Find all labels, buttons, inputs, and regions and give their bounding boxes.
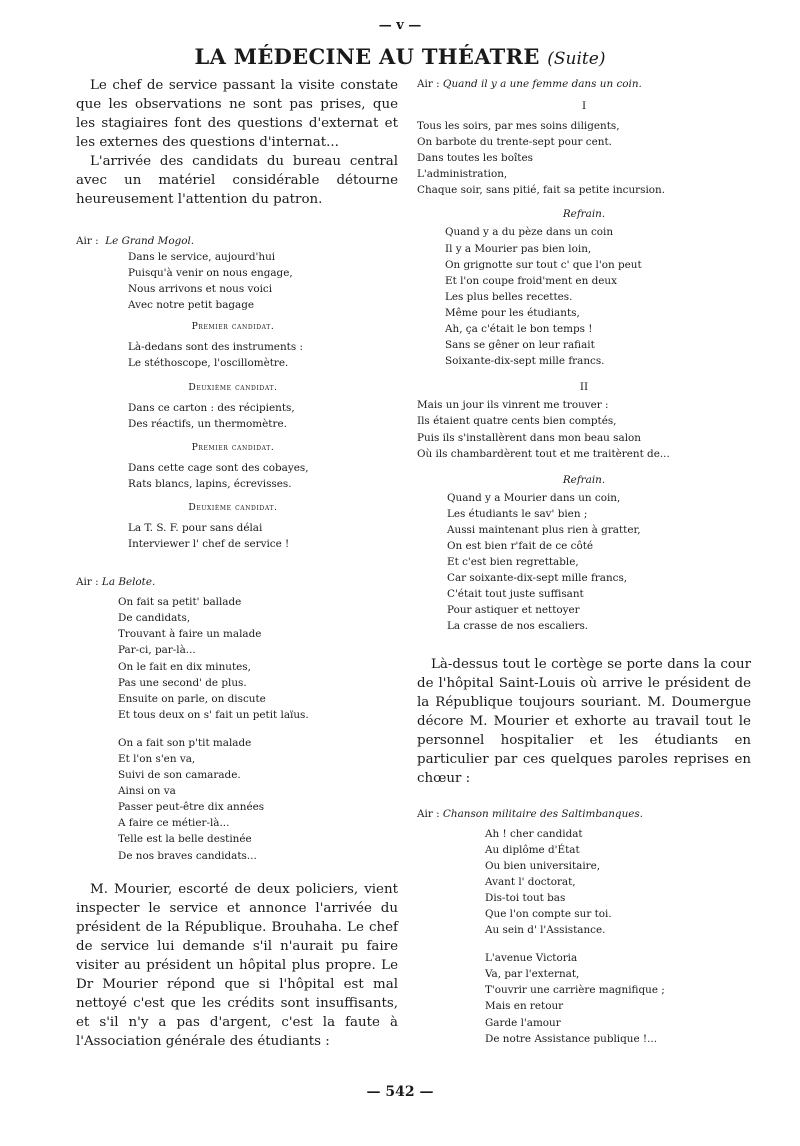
verse-line: Des réactifs, un thermomètre. [128, 417, 287, 430]
verse-line: Telle est la belle destinée [118, 833, 252, 846]
verse-line: Mais un jour ils vinrent me trouver : [417, 399, 609, 412]
song-la-belote [76, 594, 398, 864]
paragraph: M. Mourier, escorté de deux policiers, vient inspecter le service et annonce l'arrivée du président de la République. Brouhaha. Le chef de service lui demande s'il n'aurait pu faire visiter au président un hôpital plus propre. Le Dr Mourier répond que si l'hôpital est mal nettoyé c'est que les crédits sont insuffisants, et s'il n'y a pas d'argent, c'est la faute à l'Association générale des étudiants : [76, 881, 398, 1049]
verse-line: Tous les soirs, par mes soins diligents, [417, 120, 620, 132]
verse-number: I [581, 100, 587, 112]
verse-line: Il y a Mourier pas bien loin, [445, 242, 592, 255]
verse-line: Chaque soir, sans pitié, fait sa petite incursion. [417, 184, 666, 197]
verse-line: T'ouvrir une carrière magnifique ; [485, 984, 665, 997]
verse-line: Avec notre petit bagage [128, 299, 255, 312]
verse-line: Trouvant à faire un malade [118, 628, 262, 641]
title-main: LA MÉDECINE AU THÉATRE [194, 44, 540, 69]
verse-line: Car soixante-dix-sept mille francs, [447, 572, 628, 585]
refrain-label: Refrain. [562, 473, 606, 486]
verse-line: Là-dedans sont des instruments : [128, 341, 303, 354]
refrain-1 [417, 224, 751, 369]
verse-line: De nos braves candidats... [118, 849, 257, 862]
verse-line: Les plus belles recettes. [445, 290, 573, 303]
verse-line: On fait sa petit' ballade [118, 596, 242, 609]
paragraph: Le chef de service passant la visite constate que les observations ne sont pas prises, que les stagiaires font des questions d'externat et les externes des questions d'internat... [76, 78, 398, 150]
verse-line: L'administration, [417, 168, 508, 181]
verse-line: A faire ce métier-là... [118, 817, 230, 830]
verse-line: On barbote du trente-sept pour cent. [417, 136, 612, 149]
verse-line: Au diplôme d'État [485, 843, 580, 856]
page-number: — 542 — [366, 1084, 434, 1100]
paragraph: L'arrivée des candidats du bureau central avec un matériel considérable détourne heureusement l'attention du patron. [76, 154, 398, 207]
verse-line: De notre Assistance publique !... [485, 1032, 658, 1045]
verse-line: Avant l' doctorat, [485, 875, 576, 888]
verse-line: Ensuite on parle, on discute [118, 692, 266, 705]
air-label: Air : [76, 576, 99, 589]
speaker-heading: Premier candidat. [191, 321, 275, 333]
verse-line: Rats blancs, lapins, écrevisses. [128, 477, 292, 490]
song-verse-1 [417, 118, 751, 198]
verse-line: Dans le service, aujourd'hui [128, 251, 276, 263]
air-line [76, 233, 398, 249]
verse-line: On a fait son p'tit malade [118, 736, 252, 749]
title-suite: (Suite) [547, 49, 606, 69]
verse-line: Quand y a du pèze dans un coin [445, 226, 614, 239]
verse-line: Ils étaient quatre cents bien comptés, [417, 415, 617, 428]
verse-line: Et c'est bien regrettable, [447, 556, 579, 569]
air-tune: Quand il y a une femme dans un coin. [442, 78, 642, 90]
song-grand-mogol [76, 249, 398, 313]
verse-line: Passer peut-être dix années [118, 801, 265, 814]
verse-line: C'était tout juste suffisant [447, 588, 584, 601]
verse-line: La T. S. F. pour sans délai [128, 521, 263, 534]
verse-line: Par-ci, par-là... [118, 644, 196, 657]
verse-line: L'avenue Victoria [485, 952, 578, 965]
verse-line: Et tous deux on s' fait un petit laïus. [118, 708, 309, 721]
verse-line: Les étudiants le sav' bien ; [447, 507, 588, 520]
air-line [417, 806, 751, 822]
verse-line: On grignotte sur tout c' que l'on peut [445, 258, 642, 271]
verse-line: Où ils chambardèrent tout et me traitèrent de... [417, 447, 670, 460]
verse-line: Et l'on s'en va, [118, 752, 196, 765]
verse-line: Que l'on compte sur toi. [485, 908, 612, 920]
verse-line: Et l'on coupe froid'ment en deux [445, 274, 617, 287]
air-label: Air : [417, 78, 440, 90]
air-line [76, 574, 398, 590]
verse-line: Pour astiquer et nettoyer [447, 604, 580, 617]
verse-line: Suivi de son camarade. [118, 769, 241, 782]
verse-line: Ainsi on va [118, 785, 176, 798]
air-label: Air : [417, 807, 440, 820]
verse-line: Dans ce carton : des récipients, [128, 401, 295, 414]
verse-line: On est bien r'fait de ce côté [447, 539, 594, 552]
verse-line: Ah, ça c'était le bon temps ! [445, 323, 593, 336]
right-column [417, 76, 751, 1047]
speaker-heading: Deuxième candidat. [188, 381, 278, 393]
verse-line: Pas une second' de plus. [118, 676, 247, 689]
verse-line: On le fait en dix minutes, [118, 660, 251, 673]
air-tune: Chanson militaire des Saltimbanques. [442, 807, 644, 820]
air-line [417, 76, 751, 92]
verse-line: Soixante-dix-sept mille francs. [445, 355, 605, 368]
song-saltimbanques [417, 826, 751, 1047]
closing-text [76, 880, 398, 1051]
verse-line: Ou bien universitaire, [485, 859, 601, 872]
page-marker: — v — [378, 18, 422, 33]
verse-line: De candidats, [118, 612, 191, 625]
verse-line: La crasse de nos escaliers. [447, 620, 589, 633]
song-verse-2 [417, 397, 751, 461]
verse-number: II [579, 381, 589, 394]
refrain-label: Refrain. [562, 208, 606, 221]
speaker-heading: Deuxième candidat. [188, 501, 278, 513]
left-column [76, 76, 398, 1051]
intro-text [76, 76, 398, 209]
verse-line: Va, par l'externat, [485, 968, 580, 981]
verse-line: Aussi maintenant plus rien à gratter, [447, 523, 641, 536]
air-label: Air : [76, 235, 99, 247]
verse-line: Au sein d' l'Assistance. [485, 924, 606, 937]
air-tune: Le Grand Mogol. [105, 235, 195, 247]
verse-line: Nous arrivons et nous voici [128, 283, 273, 296]
narration-text [417, 655, 751, 788]
paragraph: Là-dessus tout le cortège se porte dans la cour de l'hôpital Saint-Louis où arrive le président de la République toujours souriant. M. Doumergue décore M. Mourier et exhorte au travail tout le personnel hospitalier et les étudiants en particulier par ces quelques paroles reprises en chœur : [417, 656, 751, 786]
verse-line: Garde l'amour [485, 1016, 561, 1029]
verse-line: Dis-toi tout bas [485, 891, 566, 904]
verse-line: Dans cette cage sont des cobayes, [128, 461, 309, 474]
verse-line: Puisqu'à venir on nous engage, [128, 267, 293, 280]
verse-line: Mais en retour [485, 1000, 564, 1013]
verse-line: Dans toutes les boîtes [417, 152, 533, 165]
verse-line: Le stéthoscope, l'oscillomètre. [128, 357, 289, 370]
air-tune: La Belote. [101, 576, 156, 589]
page-title [0, 44, 800, 69]
verse-line: Interviewer l' chef de service ! [128, 538, 290, 551]
verse-line: Ah ! cher candidat [485, 827, 583, 840]
verse-line: Même pour les étudiants, [445, 306, 580, 319]
verse-line: Sans se gêner on leur rafiait [445, 339, 595, 352]
verse-line: Quand y a Mourier dans un coin, [447, 491, 621, 504]
refrain-2 [417, 490, 751, 635]
speaker-heading: Premier candidat. [191, 441, 275, 453]
verse-line: Puis ils s'installèrent dans mon beau salon [417, 431, 641, 444]
